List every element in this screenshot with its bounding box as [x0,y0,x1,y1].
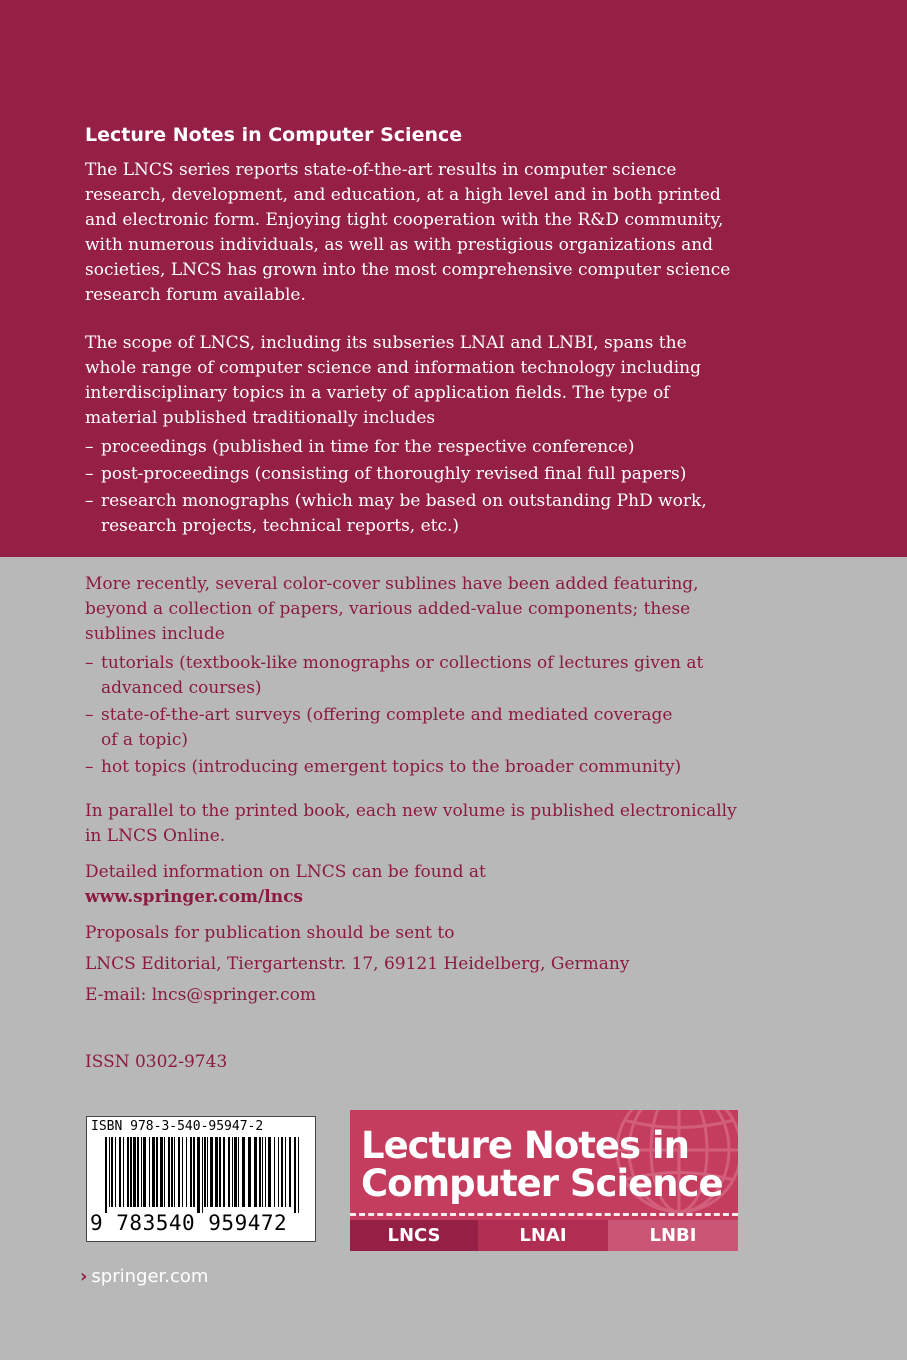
text-line: research projects, technical reports, etc.) [101,516,460,536]
barcode-bar [281,1137,283,1207]
logo-divider [350,1213,738,1216]
barcode-bar [127,1137,129,1207]
para-info [85,860,785,910]
series-title: Lecture Notes in Computer Science [85,124,463,146]
barcode-bar [228,1137,230,1207]
issn-number: ISSN 0302-9743 [85,1052,228,1072]
text-line: – post-proceedings (consisting of thoroughly revised final full papers) [101,464,687,484]
barcode-bar [160,1137,163,1207]
barcode-bar [298,1137,299,1213]
para-sublines [85,572,785,647]
barcode-bar [262,1137,263,1207]
barcode-bar [143,1137,146,1207]
text-line: – state-of-the-art surveys (offering complete and mediated coverage [101,705,673,725]
info-url-link[interactable]: www.springer.com/lncs [85,887,303,907]
barcode-bar [130,1137,132,1207]
text-line: whole range of computer science and information technology including [85,358,702,378]
barcode-bar [285,1137,286,1207]
text-line: Detailed information on LNCS can be found at [85,862,486,882]
text-line: – hot topics (introducing emergent topics to the broader community) [101,757,682,777]
logo-title-line1: Lecture Notes in [361,1124,689,1167]
text-line: – research monographs (which may be based on outstanding PhD work, [101,491,707,511]
barcode-bar [171,1137,173,1207]
text-line: research forum available. [85,285,306,305]
issn-section [85,1050,785,1075]
barcode-bar [215,1137,218,1207]
barcode-bar [152,1137,155,1207]
para-online [85,799,785,849]
barcode-bar [168,1137,170,1207]
ean-digits: 9 783540 959472 [90,1211,288,1235]
logo-cell-lnai: LNAI [478,1220,608,1251]
barcode-bar [204,1137,206,1207]
para-proposals [85,921,785,1008]
isbn-barcode [86,1116,316,1242]
list-item [85,651,785,701]
text-line: The scope of LNCS, including its subseries LNAI and LNBI, spans the [85,333,687,353]
barcode-bar [242,1137,245,1207]
barcode-bar [274,1137,275,1207]
barcode-bar [119,1137,121,1207]
info-section [85,860,785,910]
logo-cell-lncs: LNCS [350,1220,478,1251]
springer-link[interactable] [80,1266,208,1287]
text-line: interdisciplinary topics in a variety of application fields. The type of [85,383,670,403]
barcode-bar [111,1137,113,1207]
chevron-right-icon: › [80,1266,88,1287]
barcode-bar [294,1137,296,1213]
barcode-bar [289,1137,291,1207]
barcode-bar [232,1137,233,1207]
text-line: – tutorials (textbook-like monographs or collections of lectures given at [101,653,704,673]
text-line: research, development, and education, at a high level and in both printed [85,185,721,205]
list-item [85,489,785,539]
series-description [85,158,785,308]
online-section [85,799,785,849]
barcode-bar [109,1137,110,1207]
barcode-bar [278,1137,279,1207]
email-line: E-mail: lncs@springer.com [85,985,316,1005]
text-line: More recently, several color-cover sublines have been added featuring, [85,574,699,594]
barcode-bar [248,1137,251,1207]
barcode-bar [174,1137,175,1207]
barcode-bar [223,1137,225,1207]
text-line: material published traditionally includes [85,408,436,428]
barcode-bar [268,1137,271,1207]
sublines-section [85,572,785,782]
text-line: advanced courses) [101,678,262,698]
barcode-bar [182,1137,183,1207]
text-line: of a topic) [101,730,189,750]
logo-cell-lnbi: LNBI [608,1220,738,1251]
barcode-bar [123,1137,124,1207]
barcode-bar [202,1137,203,1213]
text-line: and electronic form. Enjoying tight cooperation with the R&D community, [85,210,724,230]
barcode-bar [149,1137,150,1207]
barcode-bar [193,1137,195,1207]
barcode-bar [254,1137,257,1207]
barcode-bar [178,1137,180,1207]
springer-site-text: springer.com [91,1266,209,1287]
barcode-bar [186,1137,187,1207]
list-item [85,462,785,487]
barcode-bar [190,1137,192,1207]
para-intro [85,158,785,308]
barcode-bar [115,1137,116,1207]
barcode-bar [105,1137,107,1213]
top-panel [0,0,907,557]
text-line: with numerous individuals, as well as with prestigious organizations and [85,235,714,255]
barcode-bar [141,1137,142,1207]
barcode-bars [103,1137,303,1213]
barcode-bar [238,1137,239,1207]
barcode-bar [197,1137,200,1213]
sublines-list [85,651,785,780]
list-item [85,435,785,460]
text-line: Proposals for publication should be sent to [85,923,455,943]
barcode-bar [259,1137,261,1207]
barcode-bar [137,1137,139,1207]
series-scope [85,331,785,541]
address-line: LNCS Editorial, Tiergartenstr. 17, 69121 Heidelberg, Germany [85,954,630,974]
text-line: beyond a collection of papers, various added-value components; these [85,599,691,619]
logo-title-line2: Computer Science [361,1162,723,1205]
text-line: In parallel to the printed book, each new volume is published electronically [85,801,737,821]
text-line: in LNCS Online. [85,826,226,846]
list-item [85,703,785,753]
text-line: societies, LNCS has grown into the most comprehensive computer science [85,260,731,280]
isbn-text: ISBN 978-3-540-95947-2 [91,1119,264,1134]
list-item [85,755,785,780]
barcode-bar [133,1137,136,1207]
barcode-bar [164,1137,165,1207]
barcode-bar [265,1137,266,1207]
barcode-bar [156,1137,158,1207]
series-logo [350,1110,738,1251]
text-line: The LNCS series reports state-of-the-art results in computer science [85,160,677,180]
proposals-section [85,921,785,1008]
barcode-bar [207,1137,208,1207]
barcode-bar [210,1137,213,1207]
text-line: sublines include [85,624,225,644]
text-line: – proceedings (published in time for the respective conference) [101,437,635,457]
material-list [85,435,785,539]
barcode-bar [234,1137,237,1207]
barcode-bar [219,1137,221,1207]
para-scope [85,331,785,431]
